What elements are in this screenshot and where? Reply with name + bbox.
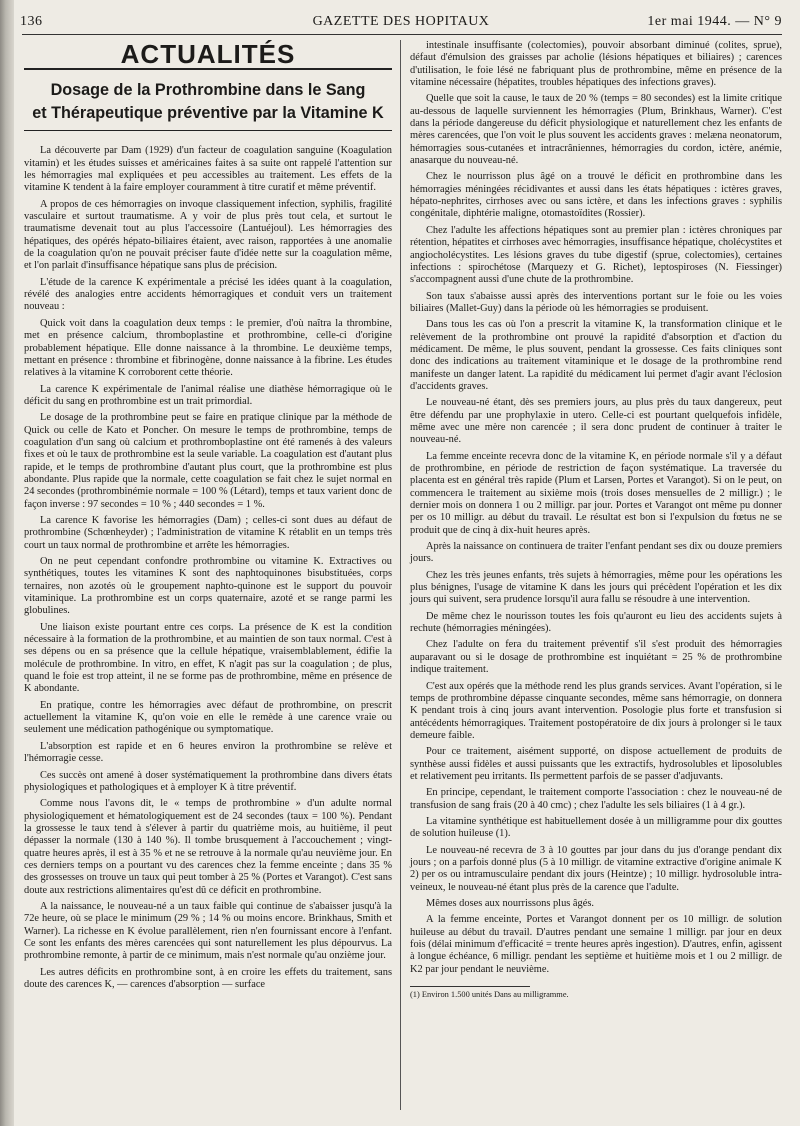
paragraph: Son taux s'abaisse aussi après des interventions portant sur le foie ou les voies biliaires (Mallet-Guy) dans la période où les hémorragies se produisent.: [410, 290, 782, 314]
paragraph: Mêmes doses aux nourrissons plus âgés.: [426, 898, 594, 909]
paragraph: De même chez le nourisson toutes les fois qu'auront eu lieu des accidents sujets à rechute (hémorragies méningées).: [410, 610, 782, 635]
running-header: [20, 10, 782, 32]
paragraph: La carence K expérimentale de l'animal réalise une diathèse hémorragique où le déficit du sang en prothrombine est un trait primordial.: [24, 383, 392, 407]
paragraph: La carence K favorise les hémorragies (Dam) ; celles-ci sont dues au défaut de prothrombine (Schœnheyder) ; l'administration de vitamine K rétablit en un temps très court un taux normal de prothrombine et arrête les hémorragies.: [24, 514, 392, 551]
paragraph: L'étude de la carence K expérimentale a précisé les idées quant à la coagulation, révélé des analogies entre accidents hémorragiques et conduit vers un traitement nouveau :: [24, 276, 392, 313]
footnote-rule: [410, 986, 530, 987]
paragraph: Le dosage de la prothrombine peut se faire en pratique clinique par la méthode de Quick ou celle de Kato et Poncher. On mesure le temps de prothrombine, temps de coagulation d'un sang où calcium et prothromboplastine ont été ramenés à des valeurs fixes et où le taux de prothrombine est la seule variable. La coagulation est d'autant plus rapide, et le temps de prothrombine d'autant plus court, que la prothrombine est plus abondante. Plus rapide que la normale, cette coagulation se fait chez le sujet normal en 24 secondes (prothrombinémie normale = 100 % (Létard), temps et taux varient donc de façon inverse : 97 secondes = 10 % ; 440 secondes = 1 %.: [24, 412, 392, 510]
paragraph: C'est aux opérés que la méthode rend les plus grands services. Avant l'opération, si le temps de prothrombine dépasse cinquante secondes, même sans hémorragie, on donnera K pendant trois à cinq jours avant intervention. Posologie plus forte et transfusion si antécédents hémorragiques. Traitement postopératoire de dix jours à prolonger si le taux demeure faible.: [410, 680, 782, 741]
column-divider: [400, 40, 401, 1110]
paragraph: Pour ce traitement, aisément supporté, on dispose actuellement de produits de synthèse aussi fidèles et aussi puissants que les extractifs, hydrosolubles et liposolubles et relativement peu irritants. Ils permettent parfois de se passer d'adjuvants.: [410, 746, 782, 782]
paragraph: La femme enceinte recevra donc de la vitamine K, en période normale s'il y a défaut de prothrombine, en période de restriction de façon systématique. La traversée du placenta est en général très rapide (Plum et Larsen, Portes et Varangot). Si on le peut, on commencera le traitement au sixième mois (trois doses mensuelles de 2 milligr.) ; le dernier mois on donnera 1 ou 2 milligr. par jour. Portes et Varangot ont même pu donner per os 10 milligr. au début du travail. Le résultat est bon si l'expulsion du fœtus ne se produit que de cinq à dix-huit heures après.: [410, 450, 782, 536]
paragraph: En principe, cependant, le traitement comporte l'association : chez le nouveau-né de transfusion de sang frais (20 à 40 cmc) ; chez l'adulte les sels biliaires (1 à 4 gr.).: [410, 787, 782, 811]
paragraph: La vitamine synthétique est habituellement dosée à un milligramme pour dix gouttes de solution huileuse (1).: [410, 815, 782, 840]
paragraph: Chez l'adulte on fera du traitement préventif s'il s'est produit des hémorragies auparavant ou si le dosage de prothrombine est inquiétant = 25 % de prothrombine indique traitement.: [410, 639, 782, 676]
article-title-line-2: et Thérapeutique préventive par la Vitamine K: [32, 104, 384, 123]
page-binding-edge: [0, 0, 14, 1126]
left-column-body: [24, 145, 392, 991]
paragraph: Chez les très jeunes enfants, très sujets à hémorragies, même pour les opérations les plus bénignes, l'usage de vitamine K dans les jours qui précèdent l'opération et les dix jours qui suivent, sera prudence lorsqu'il aura fallu se résoudre à une intervention.: [410, 569, 782, 606]
journal-title: GAZETTE DES HOPITAUX: [312, 14, 490, 29]
issue-date: 1er mai 1944. — N° 9: [647, 14, 782, 29]
right-column-body: [410, 40, 782, 976]
paragraph: On ne peut cependant confondre prothrombine ou vitamine K. Extractives ou synthétiques, toutes les vitamines K sont des naphtoquinones bisubstituées, corps ternaires, non azotés où le groupement naphto-quinone est le support du pouvoir vitaminique. La prothrombine est un corps quaternaire, azoté et se range parmi les globulines.: [24, 556, 392, 617]
paragraph: Chez le nourrisson plus âgé on a trouvé le déficit en prothrombine dans les hémorragies méningées récidivantes et aussi dans les états hépatiques : ictères graves, hépato-nephrites, cirrhoses avec ou sans ictère, et dans les infections graves : syphilis congénitale, diphtérie maligne, otomastoïdites (Rossier).: [410, 171, 782, 220]
paragraph: Après la naissance on continuera de traiter l'enfant pendant ses dix ou douze premiers jours.: [410, 541, 782, 565]
paragraph: Chez l'adulte les affections hépatiques sont au premier plan : ictères chroniques par rétention, hépatites et cirrhoses avec hémorragies, insuffisance hépatique, cholécystites et angiocholécystites. Les lésions graves du tube digestif (sprue, colectomies), certaines infections : spirochétose (Marquezy et G. Richet), leptospiroses (N. Fiessinger) s'accompagnent aussi d'une chute de la prothrombine.: [410, 224, 782, 286]
paragraph: Dans tous les cas où l'on a prescrit la vitamine K, la transformation clinique et le relèvement de la prothrombine ont prouvé la rapidité d'absorption et d'action du médicament. De même, le plus souvent, pendant la grossesse. Ces faits cliniques sont donc des indications au traitement vitaminique et le dosage de la prothrombine rend manifeste un danger latent. La rapidité du médicament lui permet d'agir avant l'éclosion d'accidents graves.: [410, 319, 782, 392]
paragraph: Comme nous l'avons dit, le « temps de prothrombine » d'un adulte normal physiologiquement et hématologiquement est de 24 secondes (taux = 100 %). Pendant la grossesse le taux tend à s'élever à partir du quatrième mois, au huitième, il peut dépasser la normale (130 à 140 %). Il tombe brusquement à l'accouchement ; vingt-quatre heures après, il est à 35 % et ne se retrouve à la normale qu'au neuvième jour. En ces derniers temps on a pourtant vu des carences chez la femme enceinte ; dans 35 % des grossesses on trouve un taux qui peut tomber à 25 % (Portes et Varangot). C'est sans doute aux restrictions alimentaires qu'est dû ce déficit en prothrombine.: [24, 798, 392, 896]
paragraph: L'absorption est rapide et en 6 heures environ la prothrombine se relève et l'hémorragie cesse.: [24, 740, 392, 765]
paragraph: Une liaison existe pourtant entre ces corps. La présence de K est la condition nécessaire à la formation de la prothrombine, et au maintien de son taux normal. C'est à ses dépens ou en sa présence que la cellule hépatique, vraisemblablement, édifie la molécule de prothrombine. In vitro, en effet, K n'agit pas sur la coagulation ; de plus, quand le foie est trop atteint, il ne se forme pas de prothrombine, même en présence de K abondante.: [24, 621, 392, 695]
paragraph: A propos de ces hémorragies on invoque classiquement infection, syphilis, fragilité vasculaire et surtout traumatisme. A y voir de plus près tout cela, et surtout le traumatisme devenait tout au plus l'accessoire (Lantuéjoul). Les hémorragies des hépatiques, des opérés hépato-biliaires étaient, avec raison, rapportées à une anomalie de la coagulation qu'on ne pouvait préciser faute d'idée nette sur la coagulation même, et l'on parlait d'insuffisance hépatique sans plus de précision.: [24, 198, 392, 272]
page-number: 136: [20, 14, 43, 29]
paragraph: Ces succès ont amené à doser systématiquement la prothrombine dans divers états physiologiques et pathologiques et à employer K à titre préventif.: [24, 769, 392, 793]
left-column: [24, 39, 392, 995]
paragraph: En pratique, contre les hémorragies avec défaut de prothrombine, on prescrit actuellement la vitamine K, qu'on voie en elle le remède à une carence vraie ou seulement une médication pathogénique ou symptomatique.: [24, 699, 392, 736]
paragraph: A la femme enceinte, Portes et Varangot donnent per os 10 milligr. de solution huileuse au début du travail. D'autres pendant une semaine 1 milligr. par jour en deux fois (délai minimum d'efficacité = trente heures après ingestion). D'autres, enfin, agissent à longue échéance, 6 milligr. pendant les septième et huitième mois et 1 ou 2 milligr. de K2 par jour pendant le neuvième.: [410, 914, 782, 975]
paragraph: Quelle que soit la cause, le taux de 20 % (temps = 80 secondes) est la limite critique au-dessous de laquelle surviennent les hémorragies (Plum, Brinkhaus, Warner). C'est dans la période dangereuse du déficit physiologique et naturellement chez les enfants de mères carencées, que l'on voit le plus souvent les accidents graves : melæna neonatorum, hémorragies sous-cutanées et intracrâniennes, hémorragies du cordon, ictère, anémie, anasarque du nouveau-né.: [410, 93, 782, 167]
header-rule: [22, 34, 782, 35]
paragraph: La découverte par Dam (1929) d'un facteur de coagulation sanguine (Koagulation vitamin) et les études suisses et américaines faites à sa suite ont rappelé l'attention sur les hémorragies mal expliquées et peu accessibles au traitement. Les effets de la vitamine K tendent à la faire employer couramment à titre curatif et même préventif.: [24, 145, 392, 194]
paragraph: Quick voit dans la coagulation deux temps : le premier, d'où naîtra la thrombine, met en présence calcium, thromboplastine et prothrombine, celle-ci d'origine probablement hépatique. Elle donne naissance à la thrombine. Le deuxième temps, mettant en présence : thrombine et fibrinogène, donne naissance à la fibrine. Les études relatives à la vitamine K corroborent cette théorie.: [24, 317, 392, 379]
right-column: [410, 40, 782, 1000]
paragraph: A la naissance, le nouveau-né a un taux faible qui continue de s'abaisser jusqu'à la 72e heure, où se place le minimum (29 % ; 14 % ou moins encore. Brinkhaus, Smith et Warner). La richesse en K évolue parallèlement, rien n'en fournissant encore à l'enfant. Ce sont les enfants des mères carencées qui sont naturellement les plus dépourvus. La prothrombine remonte, à partir de ce minimum, mais n'est normale qu'au onzième jour.: [24, 900, 392, 962]
title-rule: [24, 130, 392, 131]
section-title: ACTUALITÉS: [120, 39, 296, 69]
paragraph: Le nouveau-né recevra de 3 à 10 gouttes par jour dans du jus d'orange pendant dix jours ; on a parfois donné plus (5 à 10 milligr. de vitamine extractive d'origine animale K 2) per os ou intramusculaire pendant dix jours (Heintze) ; 10 milligr. hydrosoluble intra-veineux, le nouveau-né étant plus près de la carence que l'adulte.: [410, 844, 782, 893]
paragraph: Le nouveau-né étant, dès ses premiers jours, au plus près du taux dangereux, peut être défendu par une prophylaxie in utero. Celle-ci est pourtant quelquefois infidèle, même avec une mère non carencée ; il sera donc prudent de continuer à traiter le nouveau-né.: [410, 397, 782, 446]
paragraph: intestinale insuffisante (colectomies), pouvoir absorbant diminué (colites, sprue), défaut d'émulsion des graisses par acholie (lésions hépatiques et biliaires) ; carences d'utilisation, le foie lésé ne fabriquant plus de prothrombine, même en présence de la vitamine nécessaire (hépatites, troubles hépatiques des infections graves).: [410, 40, 782, 89]
article-title-line-1: Dosage de la Prothrombine dans le Sang: [50, 81, 366, 100]
footnote: (1) Environ 1.500 unités Dans au milligramme.: [410, 990, 569, 1000]
paragraph: Les autres déficits en prothrombine sont, à en croire les effets du traitement, sans doute des carences K, — carences d'absorption — surface: [24, 966, 392, 990]
